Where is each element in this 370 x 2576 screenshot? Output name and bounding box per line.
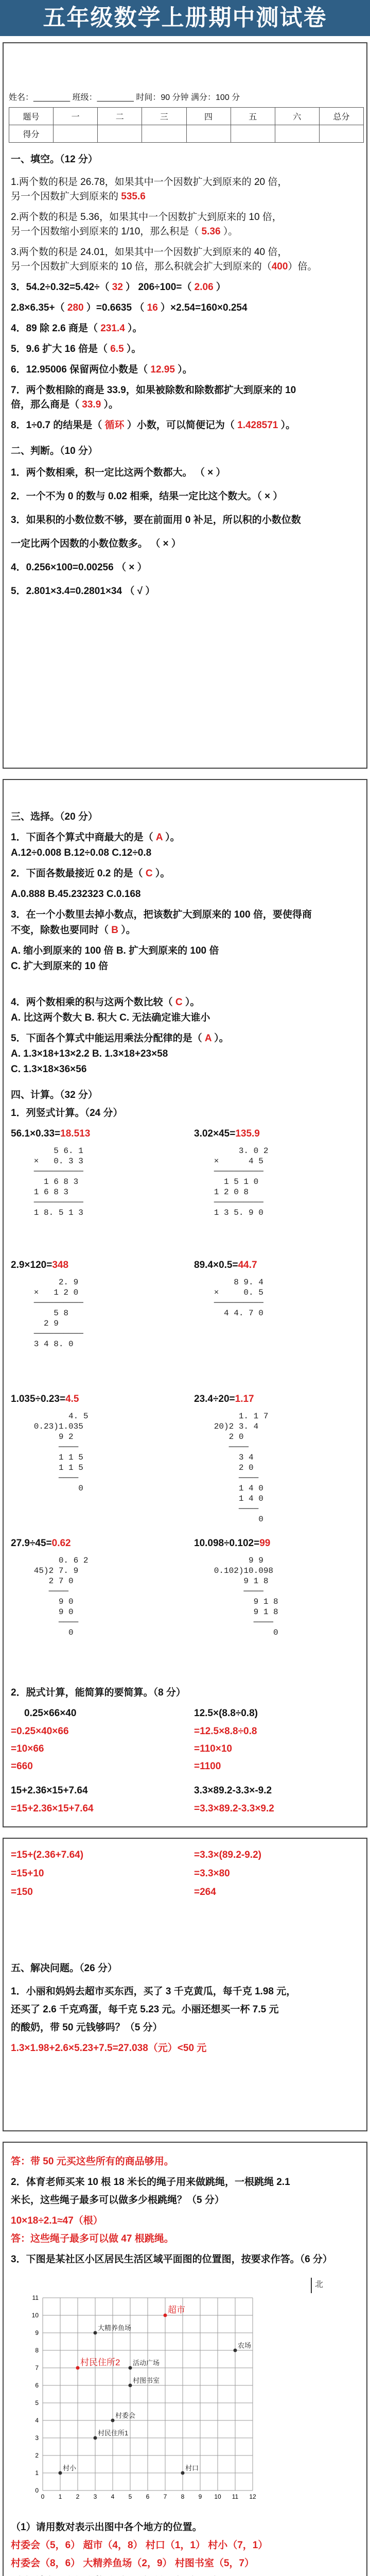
q5-1-cont: 还买了 2.6 千克鸡蛋，每千克 5.23 元。小丽还想买一杯 7.5 元 <box>11 2004 279 2015</box>
simplify2: 12.5×(8.8÷0.8) <box>194 1708 258 1719</box>
grid-point-label: 农场 <box>238 2342 252 2349</box>
q2-1: 1．两个数相乘，积一定比这两个数都大。 （ × ） <box>11 467 226 478</box>
panel-part4 <box>3 2142 367 2576</box>
simplify2-steps: =12.5×8.8÷0.8 =110×10 =1100 <box>194 1726 257 1772</box>
x-tick-label: 10 <box>214 2493 221 2500</box>
x-tick-label: 0 <box>41 2493 45 2500</box>
grid-point-label: 活动广场 <box>133 2359 160 2367</box>
y-tick-label: 7 <box>35 2364 39 2371</box>
q5-2-answer: 10×18÷2.1≈47（根） <box>11 2215 103 2226</box>
y-tick-label: 9 <box>35 2329 39 2336</box>
section5-heading: 五、解决问题。（26 分） <box>11 1963 117 1974</box>
y-tick-label: 11 <box>32 2294 39 2301</box>
q5-3-ans2: 村委会（8，6） 大精养鱼场（2，9） 村图书室（5，7） <box>11 2558 254 2569</box>
q1-9: 8．1÷0.7 的结果是（ 循环 ）小数，可以简便记为（ 1.428571 ）。 <box>11 420 296 431</box>
y-tick-label: 8 <box>35 2347 39 2354</box>
q5-1-conclusion: 答：带 50 元买这些所有的商品够用。 <box>11 2156 174 2167</box>
grid-point-label: 村口 <box>185 2464 199 2472</box>
grid-point <box>111 2419 115 2422</box>
q5-3: 3．下图是某社区小区居民生活区域平面图的位置图，按要求作答。（6 分） <box>11 2254 332 2265</box>
x-tick-label: 11 <box>232 2493 239 2500</box>
q1-2-cont: 另一个因数缩小到原来的 1/10，那么积是（ 5.36 ）。 <box>11 226 238 237</box>
grid-point-label: 大精养鱼场 <box>98 2324 132 2332</box>
calc2-title: 3.02×45=135.9 <box>194 1128 260 1139</box>
q2-3: 3．如果积的小数位数不够，要在前面用 0 补足，所以积的小数位数 <box>11 515 301 526</box>
q1-3: 3.两个数的积是 24.01，如果其中一个因数扩大到原来的 40 倍， <box>11 247 288 258</box>
calc8-title: 10.098÷0.102=99 <box>194 1538 271 1549</box>
x-tick-label: 2 <box>76 2493 80 2500</box>
q3-2-options: A.0.888 B.45.232323 C.0.168 <box>11 889 141 900</box>
q5-2-conclusion: 答：这些绳子最多可以做 47 根跳绳。 <box>11 2233 174 2244</box>
exam-title: 五年级数学上册期中测试卷 <box>0 0 370 36</box>
calc5-work: 4. 5 0.23)1.035 9 2 ──── 1 1 5 1 1 5 ──── 0 <box>33 1412 89 1493</box>
calc6-title: 23.4÷20=1.17 <box>194 1394 254 1404</box>
y-tick-label: 5 <box>35 2399 39 2406</box>
x-tick-label: 8 <box>181 2493 185 2500</box>
panel-part3 <box>3 1838 367 2131</box>
panel-part2 <box>3 779 367 1827</box>
q1-5: 4．89 除 2.6 商是（ 231.4 ）。 <box>11 323 143 334</box>
q1-1: 1.两个数的积是 26.78，如果其中一个因数扩大到原来的 20 倍， <box>11 177 288 188</box>
q2-3-cont: 一定比两个因数的小数位数多。 （ × ） <box>11 538 181 549</box>
q5-1-cont2: 的酸奶，带 50 元钱够吗？（5 分） <box>11 2022 163 2033</box>
q1-3-cont: 另一个因数扩大到原来的 10 倍，那么积就会扩大到原来的（400）倍。 <box>11 261 318 272</box>
section4-heading: 四、计算。（32 分） <box>11 1090 98 1100</box>
coordinate-grid <box>27 2274 269 2509</box>
grid-point-label: 村民住所1 <box>98 2429 129 2437</box>
x-tick-label: 4 <box>111 2493 115 2500</box>
q5-2-cont: 米长，这些绳子最多可以做多少根跳绳？（5 分） <box>11 2195 224 2206</box>
simplify-more: =15+(2.36+7.64) =15+10 =150 <box>11 1850 84 1897</box>
y-tick-label: 10 <box>31 2312 39 2319</box>
grid-point-label: 村民住所2 <box>80 2358 120 2367</box>
simplify3: 15+2.36×15+7.64 <box>11 1785 88 1796</box>
grid-lines <box>43 2298 253 2490</box>
calc4-title: 89.4×0.5=44.7 <box>194 1260 257 1270</box>
q3-1-options: A.12÷0.008 B.12÷0.08 C.12÷0.8 <box>11 848 152 858</box>
q5-1-answer: 1.3×1.98+2.6×5.23+7.5=27.038（元）<50 元 <box>11 2043 207 2054</box>
grid-point <box>59 2471 62 2475</box>
q1-8: 7．两个数相除的商是 33.9，如果被除数和除数都扩大到原来的 10 <box>11 385 296 396</box>
simplify4: 3.3×89.2-3.3×-9.2 <box>194 1785 272 1796</box>
simplify3-step: =15+2.36×15+7.64 <box>11 1803 94 1814</box>
grid-point <box>94 2436 97 2440</box>
q3-4-opts: A. 比这两个数大 B. 积大 C. 无法确定谁大谁小 <box>11 1012 210 1023</box>
simplify-more-right: =3.3×(89.2-9.2) =3.3×80 =264 <box>194 1850 261 1897</box>
q5-3-ans1: 村委会（5，6） 超市（4，8） 村口（1，1） 村小（7，1） <box>11 2540 268 2551</box>
calc4-work: 8 9. 4 × 0. 5 ────────── 4 4. 7 0 <box>214 1278 263 1318</box>
score-table <box>9 107 364 143</box>
x-tick-label: 5 <box>128 2493 132 2500</box>
student-info-line: 姓名：________ 班级：________ 时间：90 分钟 满分：100 分 <box>9 93 240 102</box>
q1-6: 5．9.6 扩大 16 倍是（ 6.5 ）。 <box>11 344 142 354</box>
calc5-title: 1.035÷0.23=4.5 <box>11 1394 79 1404</box>
q3-3-opt-a: A. 缩小到原来的 100 倍 B. 扩大到原来的 100 倍 <box>11 945 219 956</box>
q3-3-cont: 不变，除数也要同时（ B ）。 <box>11 925 136 936</box>
x-tick-label: 3 <box>93 2493 97 2500</box>
grid-point <box>94 2331 97 2335</box>
score-table-score-row: 得分 <box>9 125 364 143</box>
q1-1-cont: 另一个因数扩大到原来的 535.6 <box>11 191 146 202</box>
north-arrow <box>311 2278 312 2293</box>
grid-point-label: 村小 <box>63 2464 77 2472</box>
q3-3-opt-b: C. 扩大到原来的 10 倍 <box>11 961 108 972</box>
simplify1: 0.25×66×40 <box>24 1708 77 1719</box>
q3-1: 1．下面各个算式中商最大的是（ A ）。 <box>11 832 180 843</box>
calc3-work: 2. 9 × 1 2 0 ────────── 5 8 2 9 ────────── 3 4 8. 0 <box>33 1278 83 1349</box>
grid-point <box>164 2314 167 2317</box>
q2-4: 4．0.256×100=0.00256 （ × ） <box>11 562 147 573</box>
score-table-header-row: 题号 一 二 三 四 五 六 总分 <box>9 108 364 125</box>
grid-point <box>234 2349 237 2352</box>
grid-point <box>129 2384 132 2387</box>
grid-point <box>181 2471 185 2475</box>
panel-part1 <box>3 42 367 769</box>
section3-heading: 三、选择。（20 分） <box>11 811 98 822</box>
q4-2-heading: 2．脱式计算，能简算的要简算。（8 分） <box>11 1687 186 1698</box>
q2-5: 5．2.801×3.4=0.2801×34 （ √ ） <box>11 586 155 597</box>
q3-5: 5．下面各个算式中能运用乘法分配律的是（ A ）。 <box>11 1033 229 1044</box>
simplify1-steps: =0.25×40×66 =10×66 =660 <box>11 1726 69 1772</box>
q3-2: 2．下面各数最接近 0.2 的是（ C ）。 <box>11 868 170 879</box>
x-tick-label: 9 <box>198 2493 202 2500</box>
x-tick-label: 12 <box>249 2493 256 2500</box>
simplify4-step: =3.3×89.2-3.3×9.2 <box>194 1803 274 1814</box>
q4-1-heading: 1．列竖式计算。（24 分） <box>11 1108 123 1118</box>
q3-5-opt-b: C. 1.3×18×36×56 <box>11 1064 87 1075</box>
grid-points <box>59 2304 252 2475</box>
y-tick-label: 3 <box>35 2434 39 2442</box>
section1-heading: 一、填空。（12 分） <box>11 154 98 165</box>
q5-2: 2．体育老师买来 10 根 18 米长的绳子用来做跳绳，一根跳绳 2.1 <box>11 2177 290 2188</box>
grid-point-label: 村图书室 <box>133 2377 160 2384</box>
q1-8-cont: 倍，那么商是（ 33.9 ）。 <box>11 399 119 410</box>
q1-2: 2.两个数的积是 5.36，如果其中一个因数扩大到原来的 10 倍， <box>11 212 282 223</box>
calc7-work: 0. 6 2 45)2 7. 9 2 7 0 ──── 9 0 9 0 ──── 0 <box>33 1556 89 1637</box>
q3-3: 3．在一个小数里去掉小数点，把该数扩大到原来的 100 倍，要使得商 <box>11 909 312 920</box>
grid-point <box>129 2366 132 2370</box>
q1-4-cont: 2.8×6.35+（ 280 ）=0.6635 （ 16 ）×2.54=160×0.254 <box>11 302 248 313</box>
north-label: 北 <box>315 2280 324 2289</box>
q5-1: 1．小丽和妈妈去超市买东西，买了 3 千克黄瓜，每千克 1.98 元， <box>11 1986 296 1997</box>
q3-5-opt-a: A. 1.3×18+13×2.2 B. 1.3×18+23×58 <box>11 1048 168 1059</box>
calc1-work: 5 6. 1 × 0. 3 3 ────────── 1 6 8 3 1 6 8 3 ────────── 1 8. 5 1 3 <box>33 1146 83 1217</box>
q1-7: 6．12.95006 保留两位小数是（ 12.95 ）。 <box>11 364 192 375</box>
grid-point-label: 村委会 <box>115 2412 136 2419</box>
x-tick-label: 6 <box>146 2493 150 2500</box>
q5-3-sub1: （1）请用数对表示出图中各个地方的位置。 <box>11 2522 202 2533</box>
calc2-work: 3. 0 2 × 4 5 ────────── 1 5 1 0 1 2 0 8 ────────── 1 3 5. 9 0 <box>214 1146 269 1217</box>
q1-4: 3．54.2÷0.32=5.42÷（ 32 ） 206÷100=（ 2.06 ） <box>11 282 226 293</box>
y-tick-label: 4 <box>35 2417 39 2424</box>
y-tick-label: 2 <box>35 2452 39 2459</box>
calc8-work: 9 9 0.102)10.098 9 1 8 ──── 9 1 8 9 1 8 ──── 0 <box>214 1556 278 1637</box>
q2-2: 2．一个不为 0 的数与 0.02 相乘，结果一定比这个数大。（ × ） <box>11 491 283 502</box>
calc1-title: 56.1×0.33=18.513 <box>11 1128 91 1139</box>
x-tick-label: 1 <box>58 2493 62 2500</box>
grid-point-label: 超市 <box>168 2305 185 2315</box>
q3-4: 4．两个数相乘的积与这两个数比较（ C ）。 <box>11 997 200 1008</box>
calc3-title: 2.9×120=348 <box>11 1260 69 1270</box>
calc6-work: 1. 1 7 20)2 3. 4 2 0 ──── 3 4 2 0 ──── 1 4 0 1 4 0 ──── 0 <box>214 1412 269 1524</box>
y-tick-label: 1 <box>35 2469 39 2477</box>
section2-heading: 二、判断。（10 分） <box>11 446 98 456</box>
grid-point <box>76 2366 80 2370</box>
y-tick-label: 0 <box>35 2487 39 2494</box>
calc7-title: 27.9÷45=0.62 <box>11 1538 71 1549</box>
y-tick-label: 6 <box>35 2382 39 2389</box>
x-tick-label: 7 <box>163 2493 167 2500</box>
